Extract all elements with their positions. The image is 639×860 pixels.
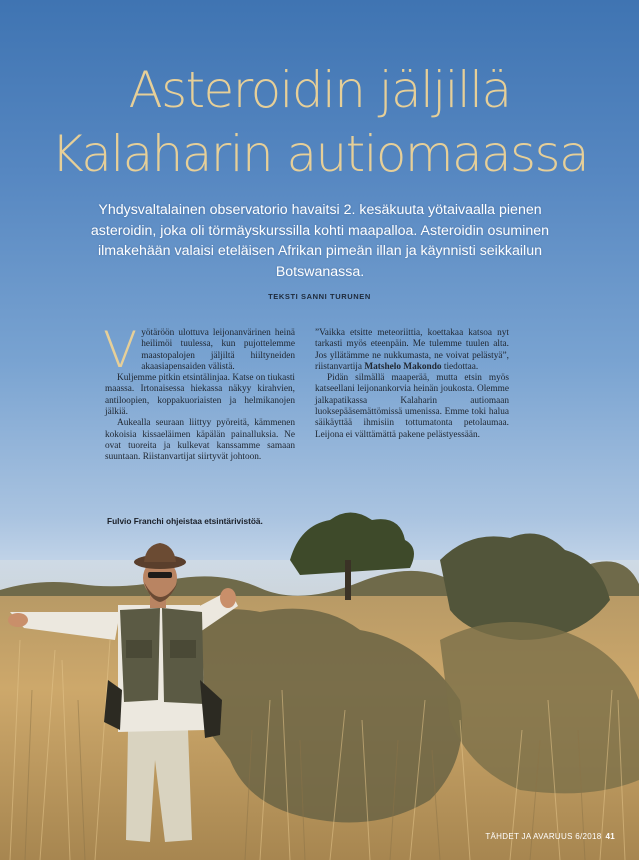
- paragraph-1-text: yötäröön ulottuva leijonanvärinen heinä heilimöi tuulessa, kun pujottelemme maastopalojen jäljiltä hiiltyneiden akaasiapensaiden välistä.: [141, 328, 295, 372]
- paragraph-4: [315, 328, 509, 373]
- ranger-name: Matshelo Makondo: [364, 361, 442, 372]
- paragraph-3: Aukealla seuraan liittyy pyöreitä, kämmenen kokoisia kissaeläimen käpälän painalluksia. Ne ovat tuoreita ja kulkevat kanssamme samaan suuntaan. Riistanvartijat siirtyvät johtoon.: [105, 418, 295, 463]
- publication-name: TÄHDET JA AVARUUS 6/2018: [485, 832, 602, 841]
- paragraph-5: Pidän silmällä maaperää, mutta etsin myös katseellani leijonankorvia heinän joukosta. Olemme jalkapatikassa Kalaharin autiomaan luoksepääsemättömissä umenissa. Emme toki halua säikäyttää ihmisiin tottumatonta petolaumaa. Leijona ei välttämättä pakene pelästyessään.: [315, 373, 509, 440]
- title-line-1: Asteroidin jäljillä: [128, 61, 511, 119]
- byline: TEKSTI SANNI TURUNEN: [268, 292, 371, 301]
- body-column-2: [315, 328, 509, 441]
- photo-caption: Fulvio Franchi ohjeistaa etsintärivistöä.: [107, 516, 263, 526]
- paragraph-2: Kuljemme pitkin etsintälinjaa. Katse on tiukasti maassa. Irtonaisessa hiekassa näkyy kirahvien, antiloopien, koppakuoriaisten ja helmikanojen jälkiä.: [105, 373, 295, 418]
- article-lede: Yhdysvaltalainen observatorio havaitsi 2. kesäkuuta yötaivaalla pienen asteroidin, joka oli törmäyskurssilla kohti maapalloa. Asteroidin osuminen ilmakehään valaisi eteläisen Afrikan pimeän illan ja käynnisti seikkailun Botswanassa.: [90, 202, 550, 280]
- paragraph-1: [103, 321, 295, 379]
- body-column-1: [103, 321, 295, 464]
- article-title: [0, 58, 639, 186]
- page-footer: [485, 832, 615, 841]
- drop-cap: V: [103, 321, 138, 379]
- paragraph-4-text-a: ”Vaikka etsitte meteoriittia, koettakaa katsoa nyt tarkasti myös eteenpäin. Me tulemme tuulen alta. Jos yllätämme ne nukkumasta, ne voivat pelästyä”, riistanvartija: [315, 328, 509, 372]
- title-line-2: Kalaharin autiomaassa: [51, 125, 588, 183]
- paragraph-4-text-b: tiedottaa.: [443, 361, 479, 372]
- page-number: 41: [605, 832, 615, 841]
